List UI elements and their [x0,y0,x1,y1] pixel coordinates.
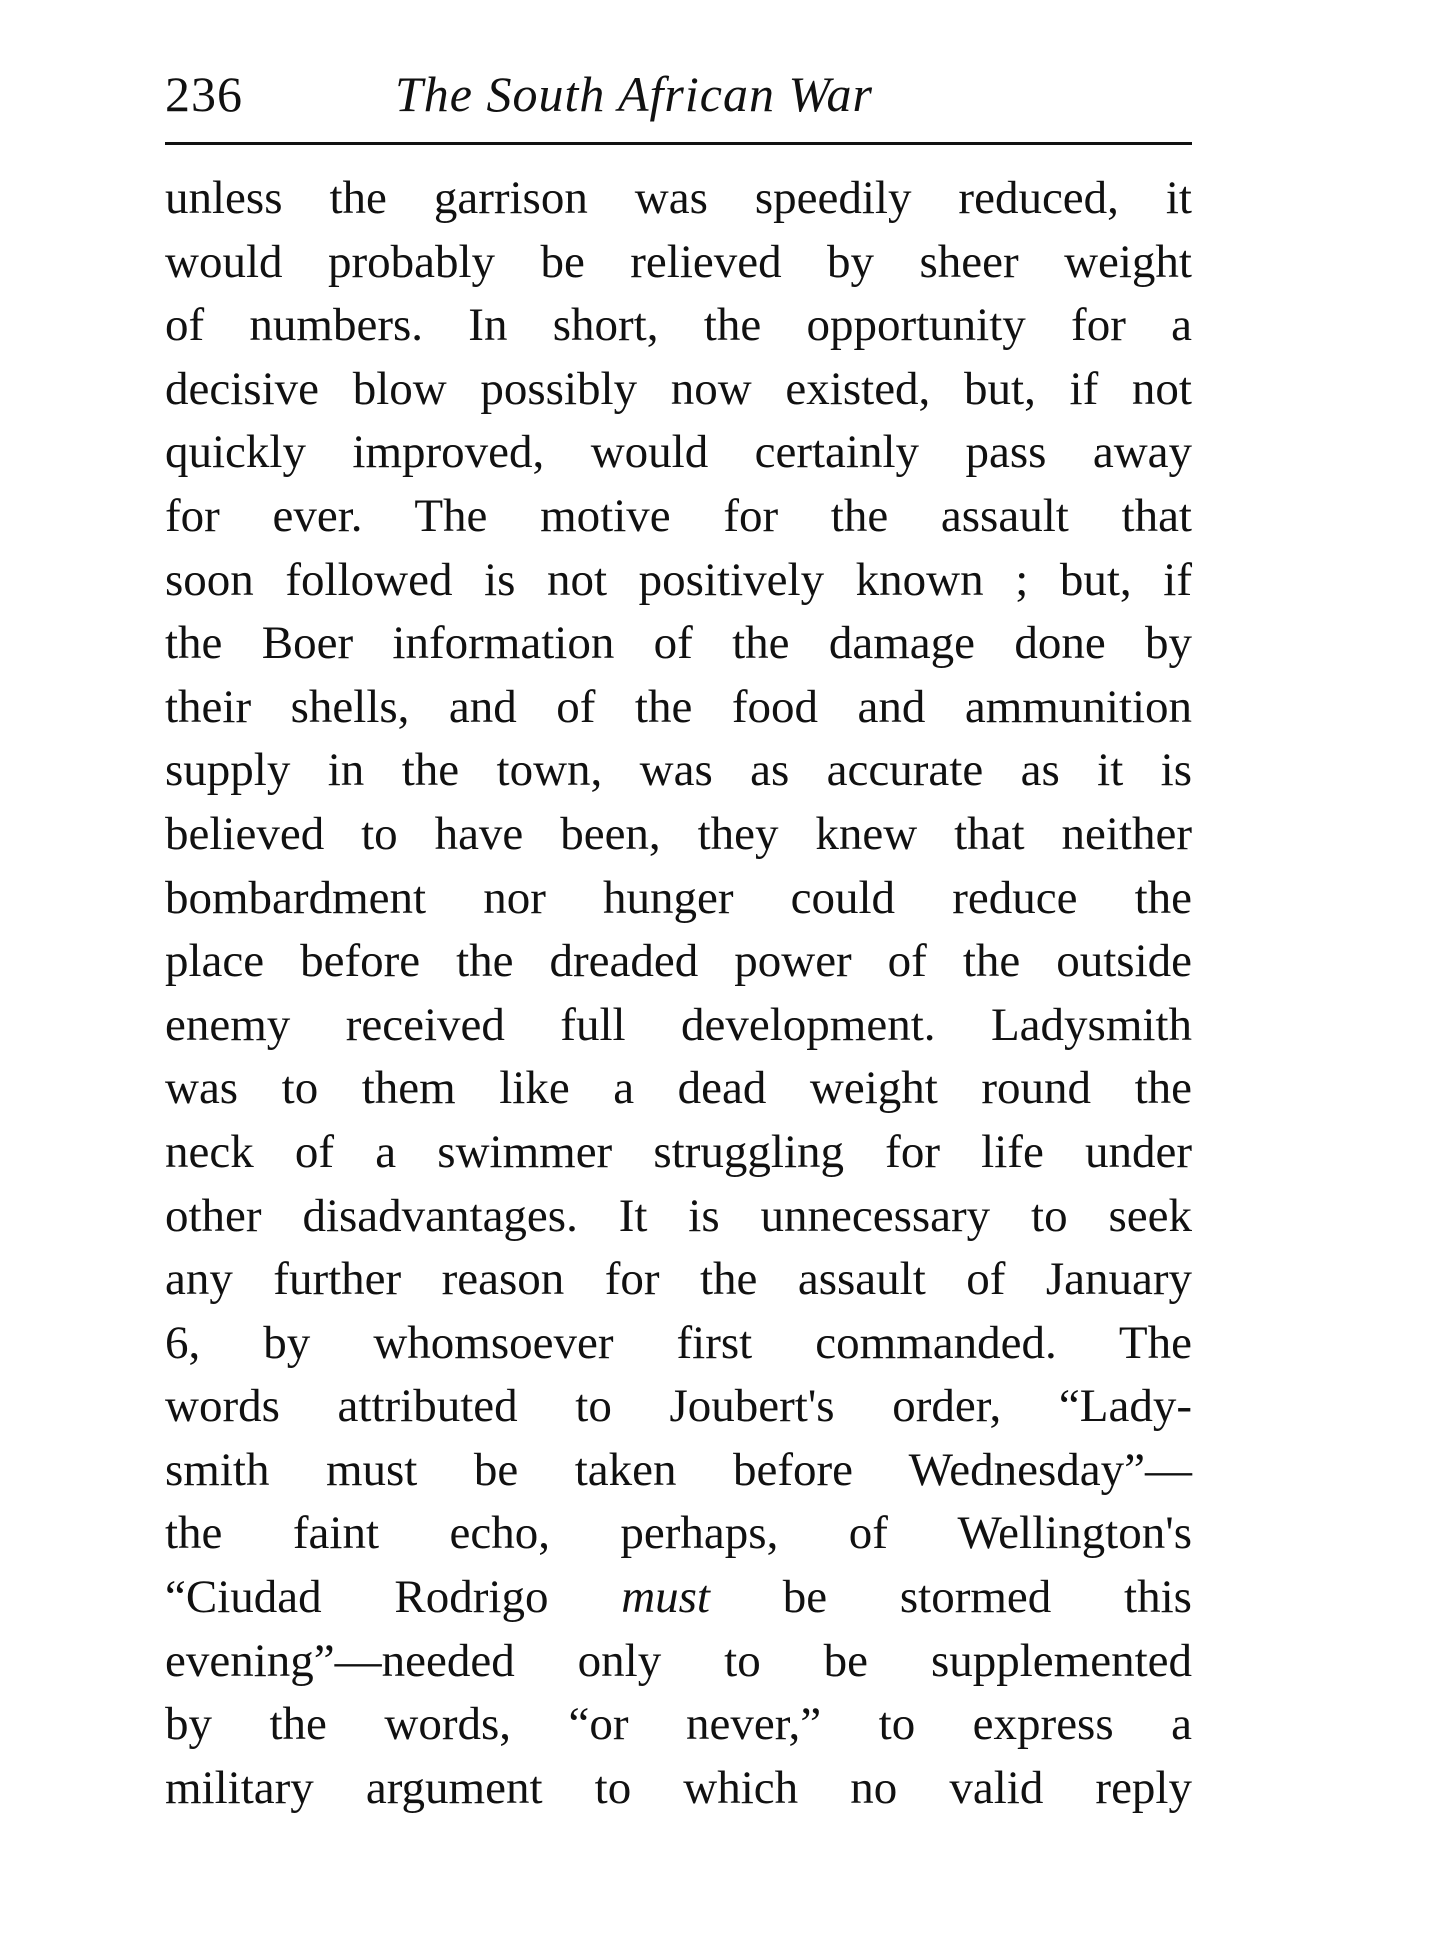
text-line: believed to have been, they knew that neither [165,807,1192,860]
text-line: by the words, “or never,” to express a [165,1698,1192,1751]
page-number: 236 [165,66,243,122]
text-line: supply in the town, was as accurate as it is [165,744,1192,797]
text-line: soon followed is not positively known ; but, if [165,553,1192,606]
text-line: for ever. The motive for the assault that [165,489,1192,542]
italic-emphasis: must [621,1571,710,1624]
text-line: place before the dreaded power of the outside [165,935,1192,988]
text-line: neck of a swimmer struggling for life under [165,1125,1192,1178]
word: Rodrigo [394,1571,549,1624]
text-line: the Boer information of the damage done by [165,617,1192,670]
text-line: quickly improved, would certainly pass away [165,426,1192,479]
text-line: words attributed to Joubert's order, “Lady- [165,1380,1192,1433]
word: stormed [899,1571,1052,1624]
text-line: would probably be relieved by sheer weight [165,235,1192,288]
text-line: bombardment nor hunger could reduce the [165,871,1192,924]
word: be [782,1571,828,1624]
text-line-with-italic [165,1566,1192,1630]
text-line: enemy received full development. Ladysmith [165,998,1192,1051]
text-line: unless the garrison was speedily reduced, it [165,172,1192,224]
text-line: 6, by whomsoever first commanded. The [165,1316,1192,1369]
text-line: military argument to which no valid reply [165,1761,1192,1814]
word: “Ciudad [165,1571,322,1624]
body-text [165,167,1192,1820]
text-line: other disadvantages. It is unnecessary to seek [165,1189,1192,1242]
word: this [1124,1571,1192,1624]
text-line: of numbers. In short, the opportunity for a [165,299,1192,352]
text-line: decisive blow possibly now existed, but, if not [165,362,1192,415]
text-line: any further reason for the assault of January [165,1253,1192,1306]
page-header [165,58,1192,128]
text-line: evening”—needed only to be supplemented [165,1634,1192,1687]
text-line: smith must be taken before Wednesday”— [165,1443,1192,1496]
header-rule [165,142,1192,145]
text-line: the faint echo, perhaps, of Wellington's [165,1507,1192,1560]
text-line: was to them like a dead weight round the [165,1062,1192,1115]
running-title: The South African War [395,66,873,122]
text-line: their shells, and of the food and ammunition [165,680,1192,733]
